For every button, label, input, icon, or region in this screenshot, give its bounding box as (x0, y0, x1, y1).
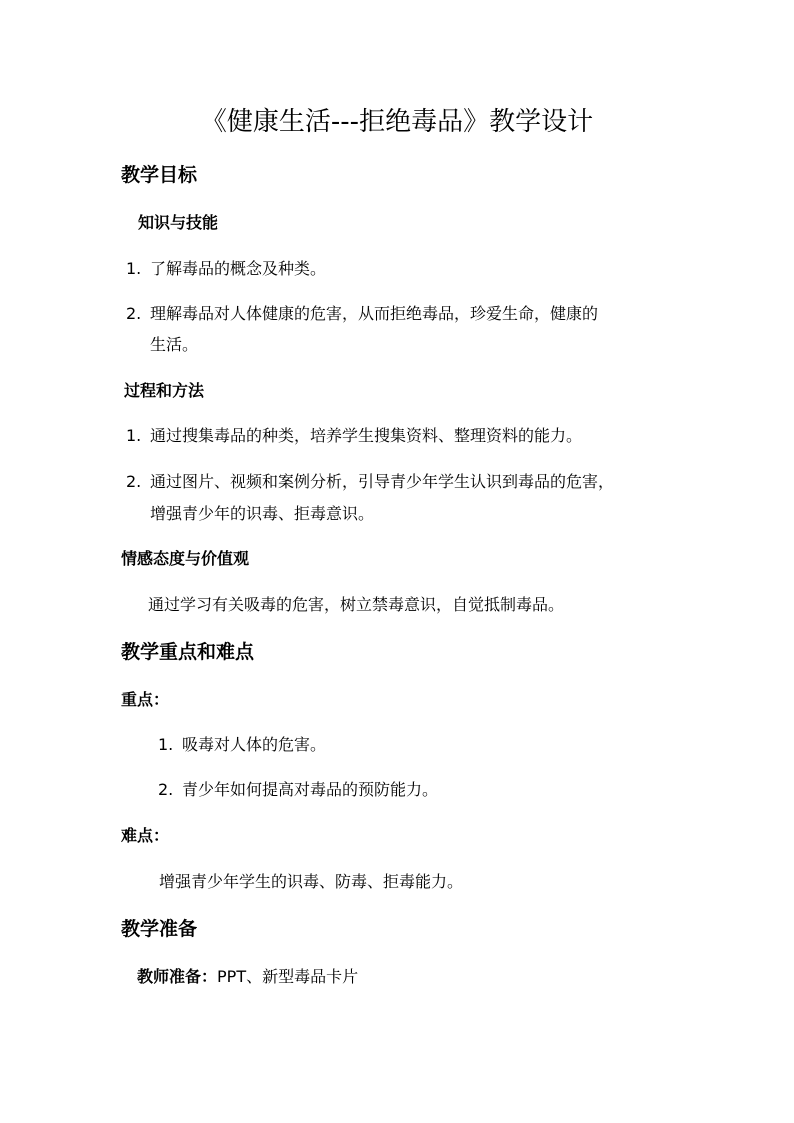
list-item-number: 2. (126, 304, 142, 323)
list-item (126, 424, 582, 448)
subheading-process: 过程和方法 (124, 381, 205, 400)
list-item-text: 通过搜集毒品的种类，培养学生搜集资料、整理资料的能力。 (150, 426, 583, 445)
subheading-difficult: 难点： (121, 826, 170, 845)
list-item-text: 了解毒品的概念及种类。 (150, 259, 327, 278)
list-item-text: 通过图片、视频和案例分析，引导青少年学生认识到毒品的危害， (150, 472, 615, 491)
list-item (158, 733, 326, 757)
section-heading-preparation: 教学准备 (121, 918, 198, 940)
list-item-text: 青少年如何提高对毒品的预防能力。 (182, 780, 439, 799)
teacher-preparation (137, 965, 358, 989)
list-item (126, 470, 614, 494)
section-heading-objectives: 教学目标 (121, 164, 198, 186)
list-item-number: 2. (126, 472, 142, 491)
document-title: 《健康生活---拒绝毒品》教学设计 (200, 107, 594, 137)
list-item-continuation: 增强青少年的识毒、拒毒意识。 (150, 504, 375, 523)
difficult-text: 增强青少年学生的识毒、防毒、拒毒能力。 (159, 872, 464, 891)
subheading-key: 重点： (121, 690, 170, 709)
list-item-number: 1. (126, 426, 142, 445)
list-item-text: 理解毒品对人体健康的危害，从而拒绝毒品，珍爱生命，健康的 (150, 304, 599, 323)
subheading-emotion: 情感态度与价值观 (121, 549, 250, 568)
teacher-preparation-label: 教师准备： (137, 967, 218, 986)
list-item-continuation: 生活。 (150, 335, 199, 354)
list-item-number: 2. (158, 780, 174, 799)
teacher-preparation-value: PPT、新型毒品卡片 (217, 967, 359, 986)
emotion-text: 通过学习有关吸毒的危害，树立禁毒意识，自觉抵制毒品。 (148, 595, 565, 614)
section-heading-keypoints: 教学重点和难点 (121, 641, 255, 663)
list-item (126, 257, 326, 281)
list-item (126, 302, 598, 326)
list-item-number: 1. (158, 735, 174, 754)
list-item-number: 1. (126, 259, 142, 278)
subheading-knowledge: 知识与技能 (138, 213, 219, 232)
list-item-text: 吸毒对人体的危害。 (182, 735, 327, 754)
list-item (158, 778, 438, 802)
